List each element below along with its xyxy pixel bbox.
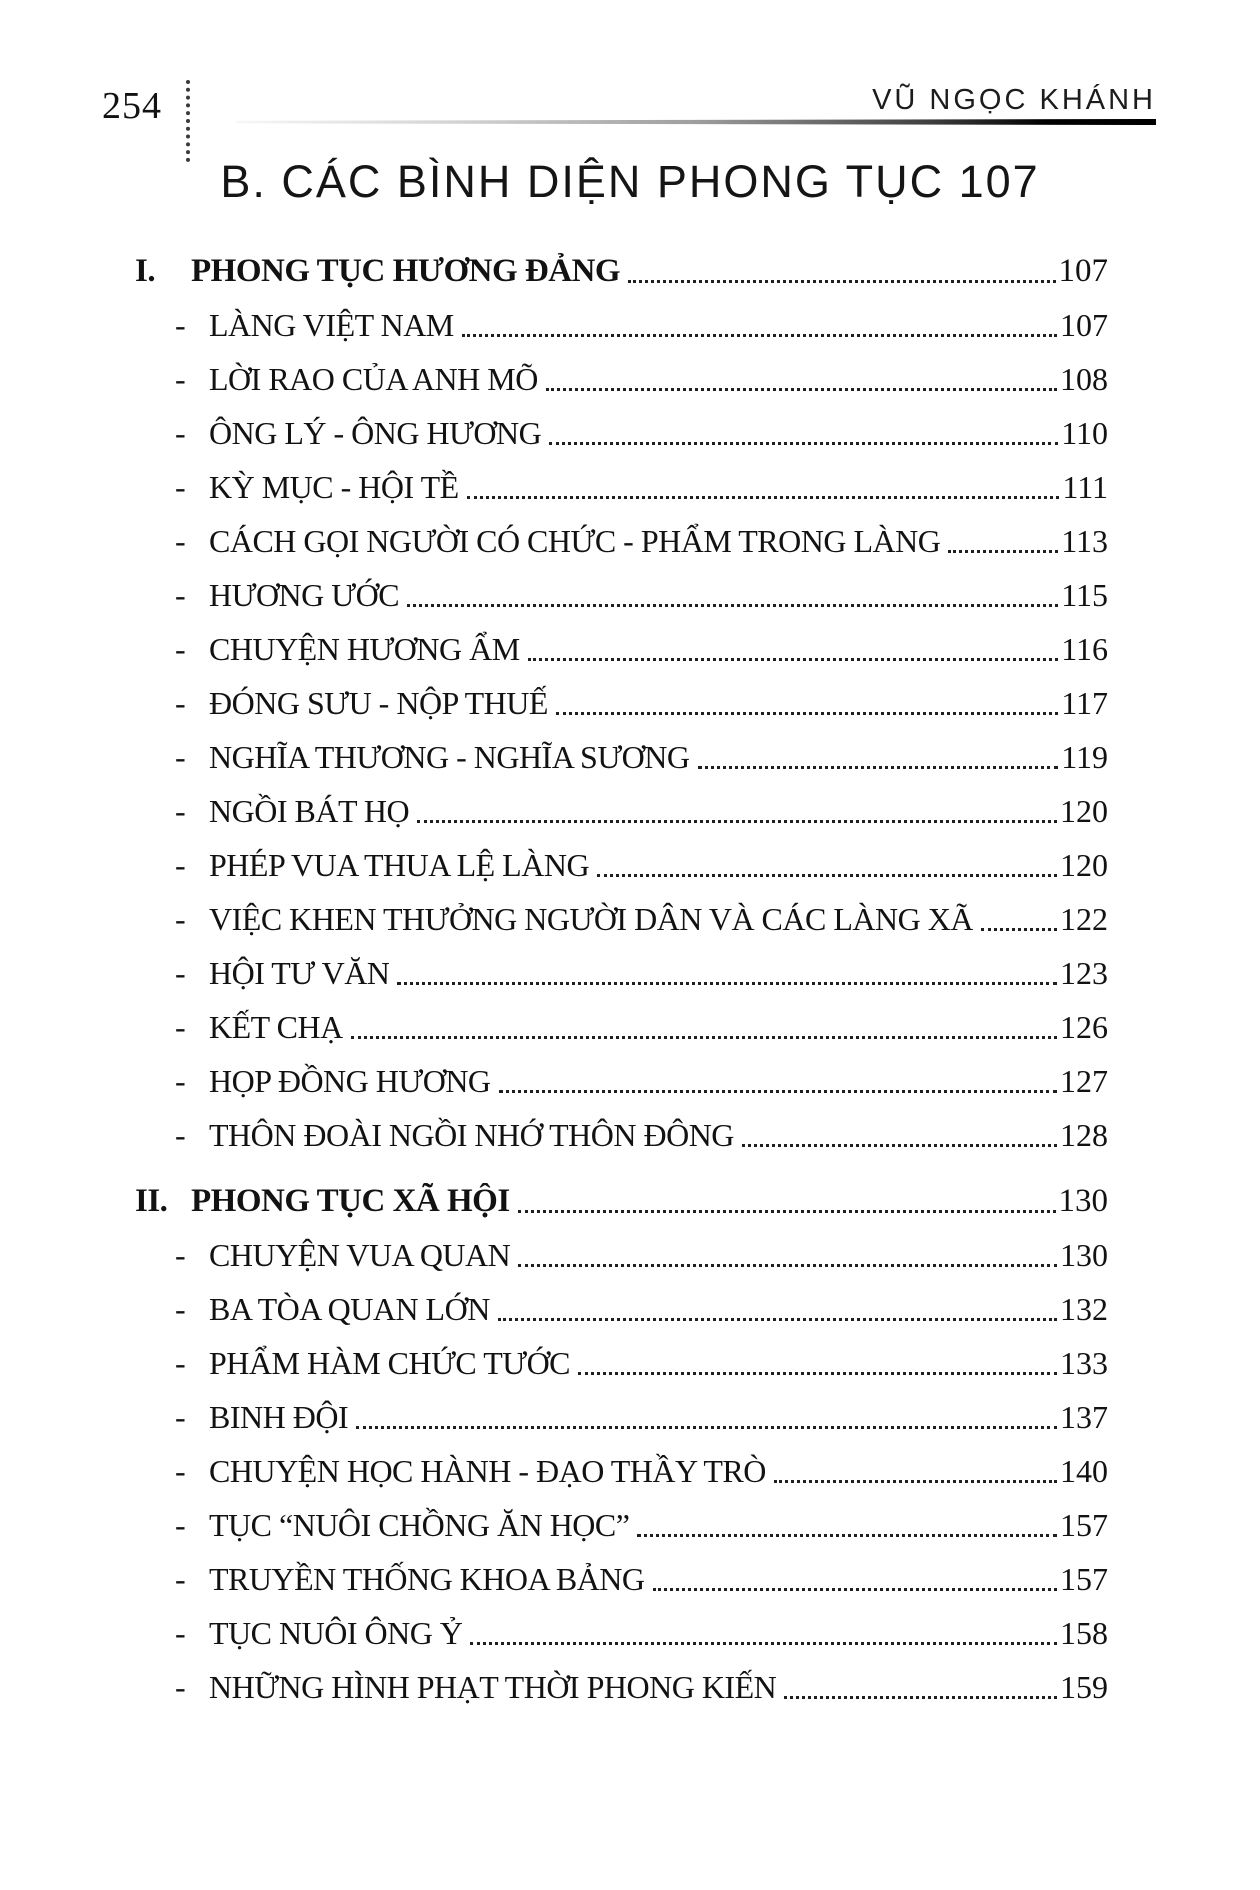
toc-item-row bbox=[135, 452, 1108, 506]
item-dash: - bbox=[175, 307, 186, 343]
section-title: PHONG TỤC HƯƠNG ĐẢNG bbox=[191, 253, 621, 289]
page-ref: 127 bbox=[1060, 1063, 1108, 1099]
dotted-leader bbox=[546, 388, 1057, 391]
page-ref: 116 bbox=[1061, 631, 1108, 667]
page-ref: 159 bbox=[1060, 1669, 1108, 1705]
chapter-title: B. CÁC BÌNH DIỆN PHONG TỤC 107 bbox=[220, 156, 1040, 207]
toc-item-row bbox=[135, 1544, 1108, 1598]
dotted-leader bbox=[981, 928, 1057, 931]
page-ref: 140 bbox=[1060, 1453, 1108, 1489]
running-head-author: VŨ NGỌC KHÁNH bbox=[872, 84, 1156, 116]
toc-list bbox=[135, 236, 1108, 1706]
item-title: PHẨM HÀM CHỨC TƯỚC bbox=[209, 1345, 571, 1381]
item-title: NGHĨA THƯƠNG - NGHĨA SƯƠNG bbox=[209, 739, 690, 775]
dotted-leader bbox=[470, 1642, 1057, 1645]
page-ref: 158 bbox=[1060, 1615, 1108, 1651]
item-title: CHUYỆN HƯƠNG ẨM bbox=[209, 631, 520, 667]
item-title: KỲ MỤC - HỘI TỀ bbox=[209, 469, 459, 505]
item-dash: - bbox=[175, 1453, 186, 1489]
dotted-leader bbox=[397, 982, 1057, 985]
item-title: ĐÓNG SƯU - NỘP THUẾ bbox=[209, 685, 548, 721]
page-ref: 107 bbox=[1058, 253, 1108, 289]
page-ref: 120 bbox=[1060, 793, 1108, 829]
dotted-leader bbox=[556, 712, 1058, 715]
item-dash: - bbox=[175, 847, 186, 883]
dotted-leader bbox=[498, 1318, 1057, 1321]
dotted-leader bbox=[467, 496, 1060, 499]
page-ref: 157 bbox=[1060, 1561, 1108, 1597]
item-title: NGỒI BÁT HỌ bbox=[209, 793, 410, 829]
dotted-leader bbox=[597, 874, 1057, 877]
item-title: CHUYỆN HỌC HÀNH - ĐẠO THẦY TRÒ bbox=[209, 1453, 766, 1489]
item-dash: - bbox=[175, 1237, 186, 1273]
item-title: PHÉP VUA THUA LỆ LÀNG bbox=[209, 847, 590, 883]
toc-item-row bbox=[135, 344, 1108, 398]
item-dash: - bbox=[175, 361, 186, 397]
page-ref: 119 bbox=[1061, 739, 1108, 775]
toc-item-row bbox=[135, 722, 1108, 776]
item-title: THÔN ĐOÀI NGỒI NHỚ THÔN ĐÔNG bbox=[209, 1117, 734, 1153]
item-dash: - bbox=[175, 523, 186, 559]
item-dash: - bbox=[175, 685, 186, 721]
item-dash: - bbox=[175, 1561, 186, 1597]
toc-item-row bbox=[135, 884, 1108, 938]
section-title: PHONG TỤC XÃ HỘI bbox=[191, 1183, 510, 1219]
page-ref: 137 bbox=[1060, 1399, 1108, 1435]
page-ref: 133 bbox=[1060, 1345, 1108, 1381]
item-dash: - bbox=[175, 955, 186, 991]
page-ref: 111 bbox=[1062, 469, 1108, 505]
toc-item-row bbox=[135, 830, 1108, 884]
item-title: BA TÒA QUAN LỚN bbox=[209, 1291, 490, 1327]
page-ref: 130 bbox=[1058, 1183, 1108, 1219]
item-title: KẾT CHẠ bbox=[209, 1009, 343, 1045]
toc-item-row bbox=[135, 1436, 1108, 1490]
page-ref: 120 bbox=[1060, 847, 1108, 883]
toc-item-row bbox=[135, 992, 1108, 1046]
dotted-leader bbox=[774, 1480, 1057, 1483]
item-dash: - bbox=[175, 739, 186, 775]
item-dash: - bbox=[175, 1669, 186, 1705]
item-dash: - bbox=[175, 1399, 186, 1435]
page-ref: 132 bbox=[1060, 1291, 1108, 1327]
dotted-leader bbox=[578, 1372, 1057, 1375]
item-title: TỤC “NUÔI CHỒNG ĂN HỌC” bbox=[209, 1507, 630, 1543]
page-ref: 108 bbox=[1060, 361, 1108, 397]
toc-item-row bbox=[135, 1382, 1108, 1436]
page-ref: 157 bbox=[1060, 1507, 1108, 1543]
item-dash: - bbox=[175, 415, 186, 451]
item-dash: - bbox=[175, 577, 186, 613]
page-ref: 128 bbox=[1060, 1117, 1108, 1153]
section-numeral: II. bbox=[135, 1183, 168, 1219]
item-title: CÁCH GỌI NGƯỜI CÓ CHỨC - PHẨM TRONG LÀNG bbox=[209, 523, 941, 559]
toc-item-row bbox=[135, 1220, 1108, 1274]
page-ref: 130 bbox=[1060, 1237, 1108, 1273]
item-title: VIỆC KHEN THƯỞNG NGƯỜI DÂN VÀ CÁC LÀNG XÃ bbox=[209, 901, 973, 937]
dotted-leader bbox=[637, 1534, 1057, 1537]
dotted-leader bbox=[528, 658, 1059, 661]
toc-item-row bbox=[135, 1490, 1108, 1544]
item-title: BINH ĐỘI bbox=[209, 1399, 349, 1435]
toc-item-row bbox=[135, 1100, 1108, 1154]
page-ref: 122 bbox=[1060, 901, 1108, 937]
toc-item-row bbox=[135, 290, 1108, 344]
item-title: HỘI TƯ VĂN bbox=[209, 955, 390, 991]
dotted-leader bbox=[518, 1264, 1057, 1267]
page-ref: 126 bbox=[1060, 1009, 1108, 1045]
toc-item-row bbox=[135, 776, 1108, 830]
dotted-leader bbox=[549, 442, 1058, 445]
page-ref: 107 bbox=[1060, 307, 1108, 343]
dotted-leader bbox=[742, 1144, 1057, 1147]
toc-item-row bbox=[135, 938, 1108, 992]
toc-item-row bbox=[135, 1598, 1108, 1652]
dotted-leader bbox=[628, 280, 1055, 283]
item-title: HƯƠNG ƯỚC bbox=[209, 577, 400, 613]
toc-item-row bbox=[135, 1328, 1108, 1382]
item-title: TỤC NUÔI ÔNG Ỷ bbox=[209, 1615, 463, 1651]
toc-item-row bbox=[135, 614, 1108, 668]
toc-item-row bbox=[135, 506, 1108, 560]
item-dash: - bbox=[175, 1291, 186, 1327]
item-dash: - bbox=[175, 793, 186, 829]
page-ref: 110 bbox=[1061, 415, 1108, 451]
page-ref: 123 bbox=[1060, 955, 1108, 991]
dotted-leader bbox=[499, 1090, 1057, 1093]
section-numeral: I. bbox=[135, 253, 156, 289]
toc-item-row bbox=[135, 398, 1108, 452]
toc-section-row bbox=[135, 1166, 1108, 1220]
item-title: LỜI RAO CỦA ANH MÕ bbox=[209, 361, 538, 397]
dotted-leader bbox=[351, 1036, 1057, 1039]
toc-item-row bbox=[135, 1652, 1108, 1706]
page-number: 254 bbox=[102, 85, 162, 127]
dotted-leader bbox=[462, 334, 1057, 337]
dotted-leader bbox=[653, 1588, 1057, 1591]
header-rule bbox=[236, 119, 1156, 125]
dotted-leader bbox=[417, 820, 1057, 823]
item-dash: - bbox=[175, 901, 186, 937]
item-title: HỌP ĐỒNG HƯƠNG bbox=[209, 1063, 491, 1099]
item-dash: - bbox=[175, 1063, 186, 1099]
toc-item-row bbox=[135, 560, 1108, 614]
item-dash: - bbox=[175, 469, 186, 505]
item-dash: - bbox=[175, 1345, 186, 1381]
item-dash: - bbox=[175, 1615, 186, 1651]
page-ref: 113 bbox=[1061, 523, 1108, 559]
dotted-leader bbox=[356, 1426, 1057, 1429]
item-dash: - bbox=[175, 1009, 186, 1045]
dotted-leader bbox=[698, 766, 1059, 769]
item-title: TRUYỀN THỐNG KHOA BẢNG bbox=[209, 1561, 645, 1597]
item-title: ÔNG LÝ - ÔNG HƯƠNG bbox=[209, 415, 542, 451]
dotted-leader bbox=[518, 1210, 1056, 1213]
toc-item-row bbox=[135, 1046, 1108, 1100]
item-title: NHỮNG HÌNH PHẠT THỜI PHONG KIẾN bbox=[209, 1669, 777, 1705]
page-ref: 115 bbox=[1061, 577, 1108, 613]
folio-divider bbox=[186, 80, 190, 162]
toc-item-row bbox=[135, 1274, 1108, 1328]
item-dash: - bbox=[175, 631, 186, 667]
item-dash: - bbox=[175, 1507, 186, 1543]
item-title: CHUYỆN VUA QUAN bbox=[209, 1237, 511, 1273]
dotted-leader bbox=[948, 550, 1058, 553]
toc-section-row bbox=[135, 236, 1108, 290]
dotted-leader bbox=[784, 1696, 1057, 1699]
dotted-leader bbox=[407, 604, 1058, 607]
page-ref: 117 bbox=[1061, 685, 1108, 721]
item-dash: - bbox=[175, 1117, 186, 1153]
toc-item-row bbox=[135, 668, 1108, 722]
item-title: LÀNG VIỆT NAM bbox=[209, 307, 454, 343]
